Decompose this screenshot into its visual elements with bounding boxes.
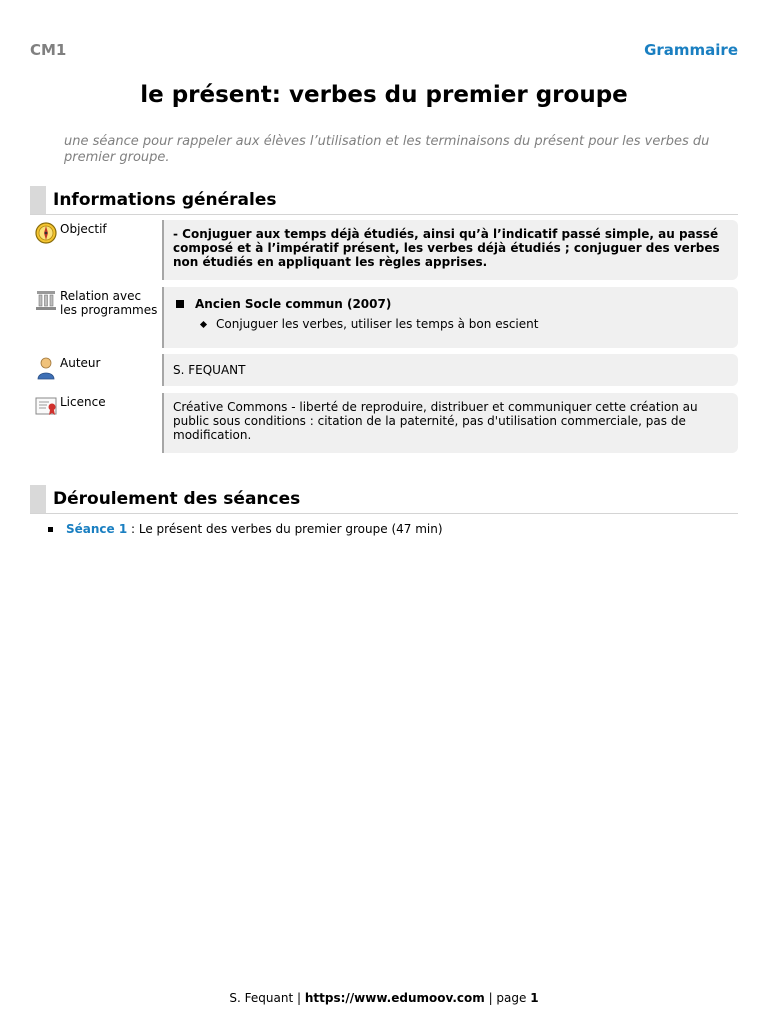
programmes-box — [162, 287, 738, 348]
objectif-label: Objectif — [60, 222, 107, 236]
compass-icon — [35, 222, 57, 244]
list-subitem — [173, 317, 729, 331]
user-icon — [35, 356, 57, 378]
level-label: CM1 — [30, 41, 67, 59]
section-deroulement-title: Déroulement des séances — [53, 489, 301, 509]
info-row-auteur — [30, 354, 738, 386]
footer-page-prefix: | page — [484, 991, 531, 1005]
licence-label: Licence — [60, 395, 106, 409]
page-subtitle: une séance pour rappeler aux élèves l’utilisation et les terminaisons du présent pour les verbes du premier groupe. — [64, 134, 710, 165]
seance-1-link[interactable]: Séance 1 — [66, 522, 128, 536]
square-bullet-icon — [48, 527, 53, 532]
page-title: le présent: verbes du premier groupe — [140, 82, 628, 108]
auteur-value: S. FEQUANT — [173, 363, 246, 377]
licence-text: Créative Commons - liberté de reproduire, distribuer et communiquer cette création au public sous conditions : citation de la paternité, pas d'utilisation commerciale, pas de modification. — [173, 400, 698, 442]
page-footer — [0, 991, 768, 1005]
list-item — [173, 297, 729, 311]
programmes-subitem: Conjuguer les verbes, utiliser les temps à bon escient — [216, 317, 539, 331]
section-info-title: Informations générales — [53, 190, 277, 210]
footer-page-number: 1 — [530, 991, 539, 1005]
square-bullet-icon — [176, 300, 184, 308]
section-bar — [30, 186, 46, 214]
section-deroulement-header — [30, 485, 738, 514]
footer-author: S. Fequant | — [229, 991, 305, 1005]
info-row-programmes — [30, 287, 738, 348]
diamond-bullet-icon — [200, 321, 207, 328]
objectif-box — [162, 220, 738, 280]
info-row-licence — [30, 393, 738, 453]
auteur-box — [162, 354, 738, 386]
columns-icon — [35, 289, 57, 311]
info-row-objectif — [30, 220, 738, 280]
seance-1-text: : Le présent des verbes du premier groupe (47 min) — [127, 522, 443, 536]
programmes-label-line2: les programmes — [60, 303, 158, 317]
auteur-label: Auteur — [60, 356, 101, 370]
section-info-header — [30, 186, 738, 215]
subject-label: Grammaire — [644, 41, 738, 59]
footer-url[interactable]: https://www.edumoov.com — [304, 991, 485, 1005]
section-bar — [30, 485, 46, 513]
licence-box — [162, 393, 738, 453]
programmes-label-line1: Relation avec — [60, 289, 142, 303]
seance-list-item — [48, 522, 443, 536]
programmes-item: Ancien Socle commun (2007) — [195, 297, 392, 311]
objectif-text: - Conjuguer aux temps déjà étudiés, ainsi qu’à l’indicatif passé simple, au passé composé et à l’impératif présent, les verbes déjà étudiés ; conjuguer des verbes non étudiés en appliquant les règles apprises. — [173, 227, 720, 269]
certificate-icon — [35, 395, 57, 417]
